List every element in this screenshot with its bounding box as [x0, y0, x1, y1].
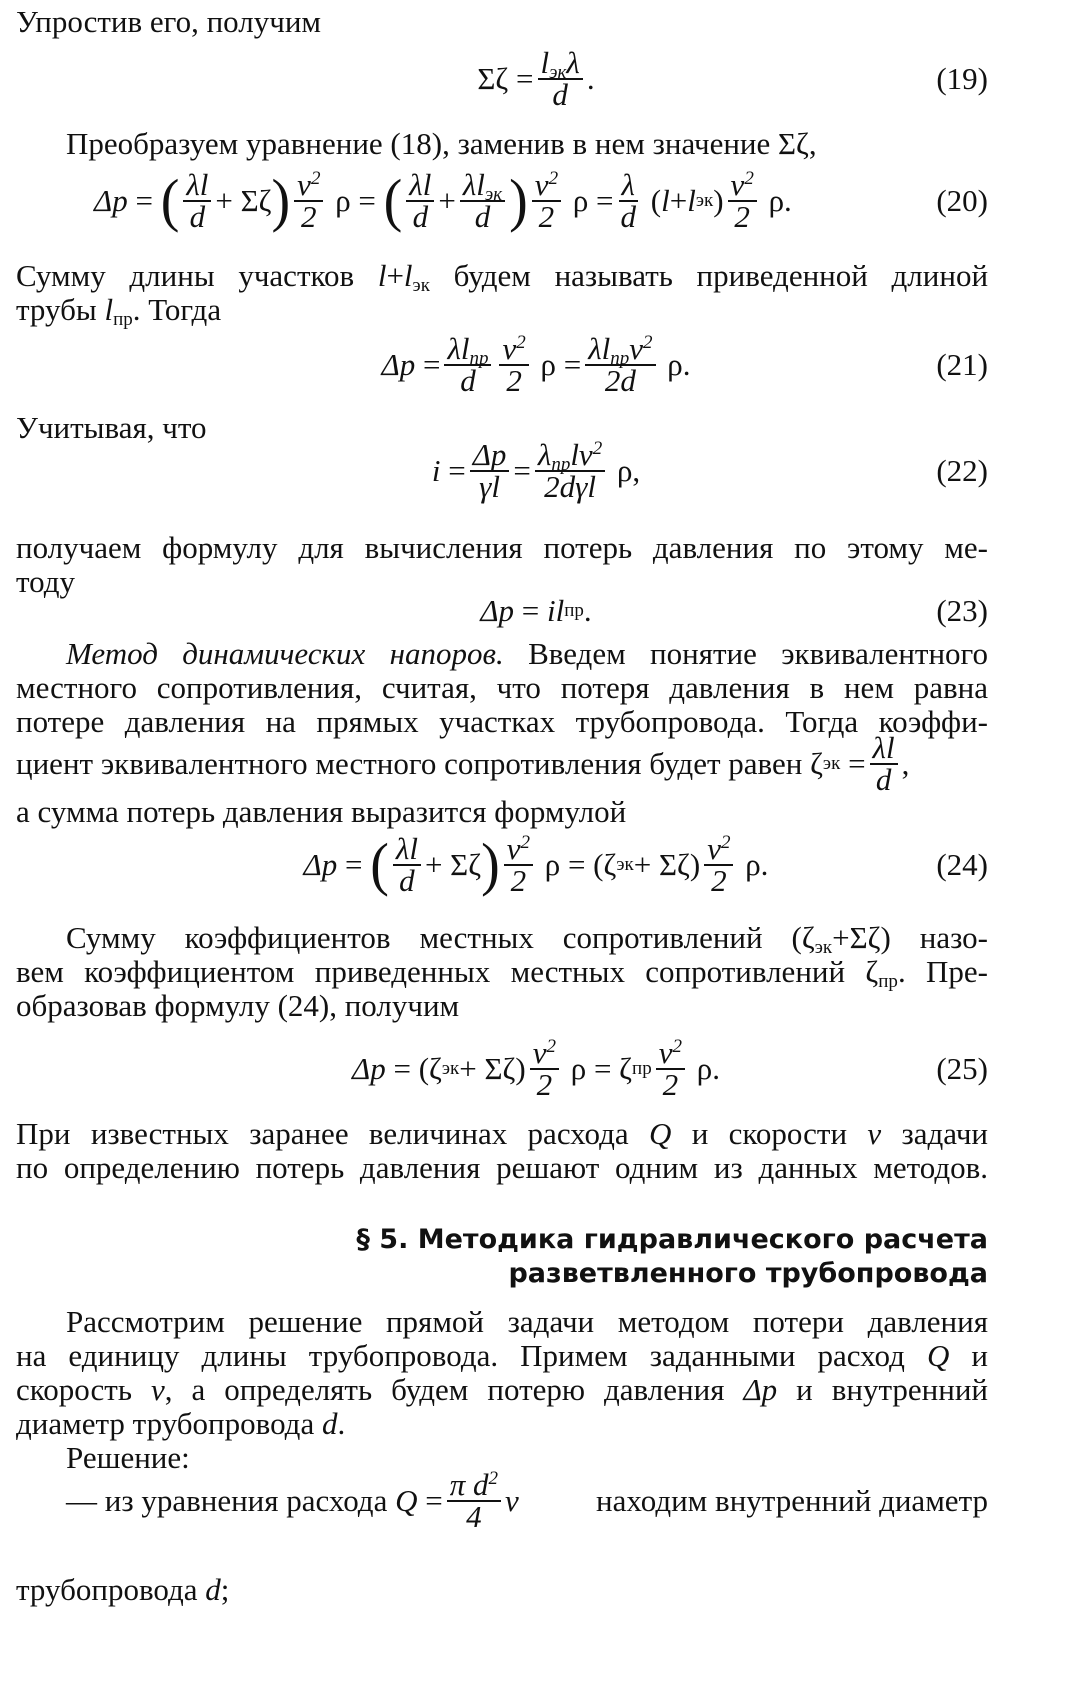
text-line: тоду [16, 564, 76, 599]
equation-24: Δp = ( $\frac{\lambda l}{d}$ + Σζ ) $\frac{v^2}{2}$ ρ = (ζ эк + Σζ) $\frac{v^2}{2}$ ρ. (24) [303, 831, 988, 898]
equation-21: Δp = $\frac{\lambda l_{пр}}{d}$ $\frac{v^2}{2}$ ρ = $\frac{\lambda l_{пр}v^2}{2d}$ ρ. (21) [381, 331, 988, 398]
equation-25: Δp = (ζ эк + Σζ) $\frac{v^2}{2}$ ρ = ζ пр $\frac{v^2}{2}$ ρ. (25) [352, 1035, 988, 1102]
equation-number: (23) [936, 593, 988, 628]
equation-22: i = $\frac{\Delta p}{\gamma l}$ = $\frac{\lambda_{пр}lv^2}{\text{2dγl}}$ ρ, (22) [431, 437, 988, 504]
equation-number: (22) [936, 453, 988, 488]
text-line: а сумма потерь давления выразится формулой [16, 794, 627, 829]
text-line: диаметр трубопровода d. [16, 1406, 346, 1441]
text-line: трубы $l_{пр}$. Тогда [16, 292, 222, 330]
text-line: вем коэффициентом приведенных местных сопротивлений $\zeta_{пр}$. Пре- [16, 954, 988, 992]
text-line: Метод динамических напоров. Введем понятие эквивалентного [66, 636, 988, 671]
section-heading: § 5. Методика гидравлического расчета [356, 1224, 988, 1255]
equation-19: Σζ = $\frac{l_{эк}\lambda}{d}$ . (19) [477, 45, 988, 112]
equation-number: (21) [936, 347, 988, 382]
equation-number: (19) [936, 61, 988, 96]
equation-number: (24) [936, 847, 988, 882]
equation-number: (25) [936, 1051, 988, 1086]
text-line: Преобразуем уравнение (18), заменив в нем значение Σζ, [66, 126, 817, 161]
text-line: скорость v, а определять будем потерю давления Δp и внутренний [16, 1372, 989, 1407]
text-line: Сумму коэффициентов местных сопротивлений $(\zeta_{эк}+\Sigma\zeta)$ назо- [66, 920, 988, 958]
text-line: местного сопротивления, считая, что потеря давления в нем равна [16, 670, 988, 705]
text-line: по определению потерь давления решают одним из данных методов. [16, 1150, 988, 1185]
text-line: на единицу длины трубопровода. Примем заданными расход Q и [16, 1338, 988, 1373]
text-line: Упростив его, получим [16, 4, 322, 39]
text-line: образовав формулу (24), получим [16, 988, 460, 1023]
equation-23: Δp = il пр . (23) [0, 576, 1072, 646]
text-line: получаем формулу для вычисления потерь давления по этому ме- [16, 530, 988, 565]
text-line: Решение: [66, 1440, 190, 1475]
text-line: Рассмотрим решение прямой задачи методом потери давления [66, 1304, 988, 1339]
text-line: Учитывая, что [16, 410, 207, 445]
text-line: — из уравнения расхода Q = $\frac{\pi d^2}{4}$ v находим внутренний диаметр [66, 1467, 988, 1534]
equation-number: (20) [936, 183, 988, 218]
text-line: Сумму длины участков $l+l_{эк}$ будем называть приведенной длиной [16, 258, 989, 296]
text-line: циент эквивалентного местного сопротивления будет равен ζ эк = $\frac{\lambda l}{d}$ , [16, 730, 910, 797]
equation-20: Δp = ( $\frac{\lambda l}{d}$ + Σζ ) $\frac{v^2}{2}$ ρ = ( $\frac{\lambda l}{d}$ + $\frac{\lambda l_{эк}}{d}$ ) $\frac{v^2}{2}$ ρ = $\frac{\lambda}{d}$ ( l + l эк ) $\frac{v^2}{2}$ ρ. (20) [94, 167, 988, 234]
text-line: потере давления на прямых участках трубопровода. Тогда коэффи- [16, 704, 988, 739]
text-line: трубопровода d; [16, 1572, 230, 1607]
text-line: При известных заранее величинах расхода Q и скорости v задачи [16, 1116, 989, 1151]
section-heading: разветвленного трубопровода [508, 1258, 988, 1289]
